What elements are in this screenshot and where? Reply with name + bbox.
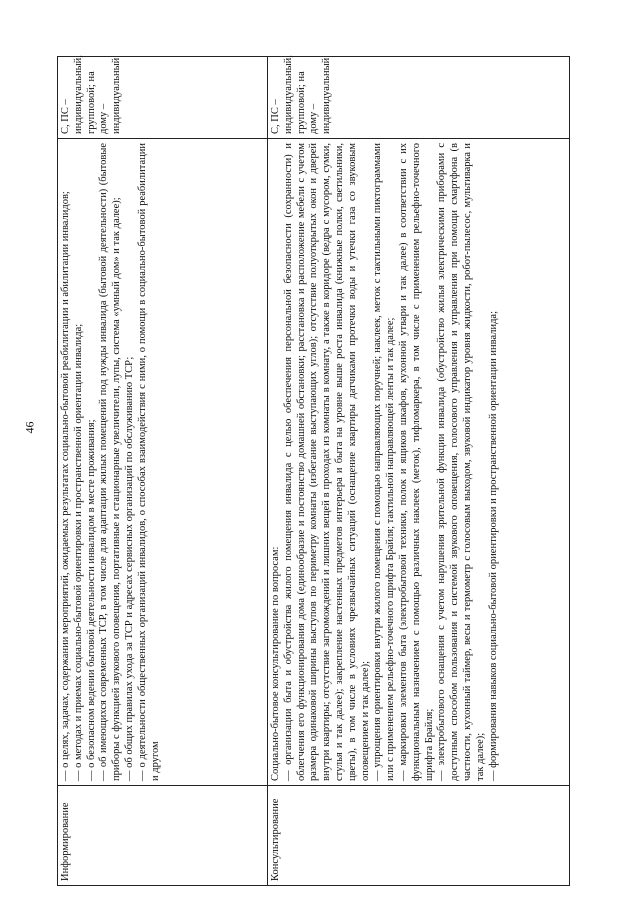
list-item: — о деятельности общественных организаций инвалидов, о способах взаимодействия с ними, о помощи в социально-бытовой реабилитации и другом [136,143,161,781]
table-row-consulting [268,57,570,886]
list-item: — организации быта и обустройства жилого помещения инвалида с целью обеспечения персональной безопасности (сохранности) и облегчения его функционирования дома (единообразие и постоянство домашней обстановки; расстановка и расположение мебели с учетом размера одинаковой ширины выступов по периметру комнаты (избегание выступающих углов); отсутствие полуоткрытых окон и дверей внутри квартиры; отсутствие загромождений и лишних вещей в проходах из комнаты в комнату, а также в коридоре (ведра с мусором, сумки, стулья и так далее); закрепление настенных предметов интерьера и быта на уровне выше роста инвалида (книжные полки, светильники, цветы), в том числе в условиях чрезвычайных ситуаций (оснащение квартиры датчиками протечки воды и утечки газа со звуковым оповещением и так далее); [282,143,371,781]
list-item: — о целях, задачах, содержании мероприятий, ожидаемых результатах социально-бытовой реабилитации и абилитации инвалидов; [60,191,71,781]
list-item: — маркировки элементов быта (электробытовой техники, полок и ящиков шкафов, кухонной утвари и так далее) в соответствии с их функциональным назначением с помощью различных наклеек (меток), тифломаркера, в том числе с применением рельефно-точечного шрифта Брайля; [397,143,435,781]
list-item: — формирования навыков социально-бытовой ориентировки и пространственной ориентации инвалида; [487,311,499,781]
table-row-informing [58,57,268,886]
list-item: — о безопасном ведении бытовой деятельности инвалидом в месте проживания; [85,419,97,781]
service-content-cell [268,139,570,786]
service-form-cell: Информирование [58,786,268,886]
service-content-cell [58,139,268,786]
list-item: — электробытового оснащения с учетом нарушения зрительной функции инвалида (обустройство жилья электрическими приборами с доступным способом пользования и системой звукового оповещения, голосового управления и управления при помощи смартфона (в частности, кухонный таймер, весы и термометр с голосовым выходом, звуковой индикатор уровня жидкости, робот-пылесос, мультиварка и так далее); [436,143,486,781]
list-item: — об общих правилах ухода за ТСР и адресах сервисных организаций по обслуживанию ТСР; [123,356,135,781]
service-form-cell: Консультирование [268,786,570,886]
list-item: Социально-бытовое консультирование по вопросам: [270,546,281,781]
form-type-cell: С, ПС – индивидуальный, групповой; на дому – индивидуальный [268,57,570,139]
list-item: — о методах и приемах социально-бытовой ориентировки и пространственной ориентации инвалида; [72,323,84,781]
list-item: — упрощения ориентировки внутри жилого помещения с помощью направляющих поручней; наклеек, меток с тактильными пиктограммами или с применением рельефно-точечного шрифта Брайля; тактильной направляющей ленты и так далее; [372,143,397,781]
page-number: 46 [22,421,37,434]
form-type-cell: С, ПС – индивидуальный, групповой; на дому – индивидуальный [58,57,268,139]
list-item: — об имеющихся современных ТСР, в том числе для адаптации жилых помещений под нужды инвалида (бытовой деятельности) (бытовые приборы с функцией звукового оповещения, портативные и стационарные увеличители, лупы, система «умный дом» и так далее); [98,143,123,781]
rotated-page-content [57,56,570,886]
rehabilitation-table [57,56,570,886]
